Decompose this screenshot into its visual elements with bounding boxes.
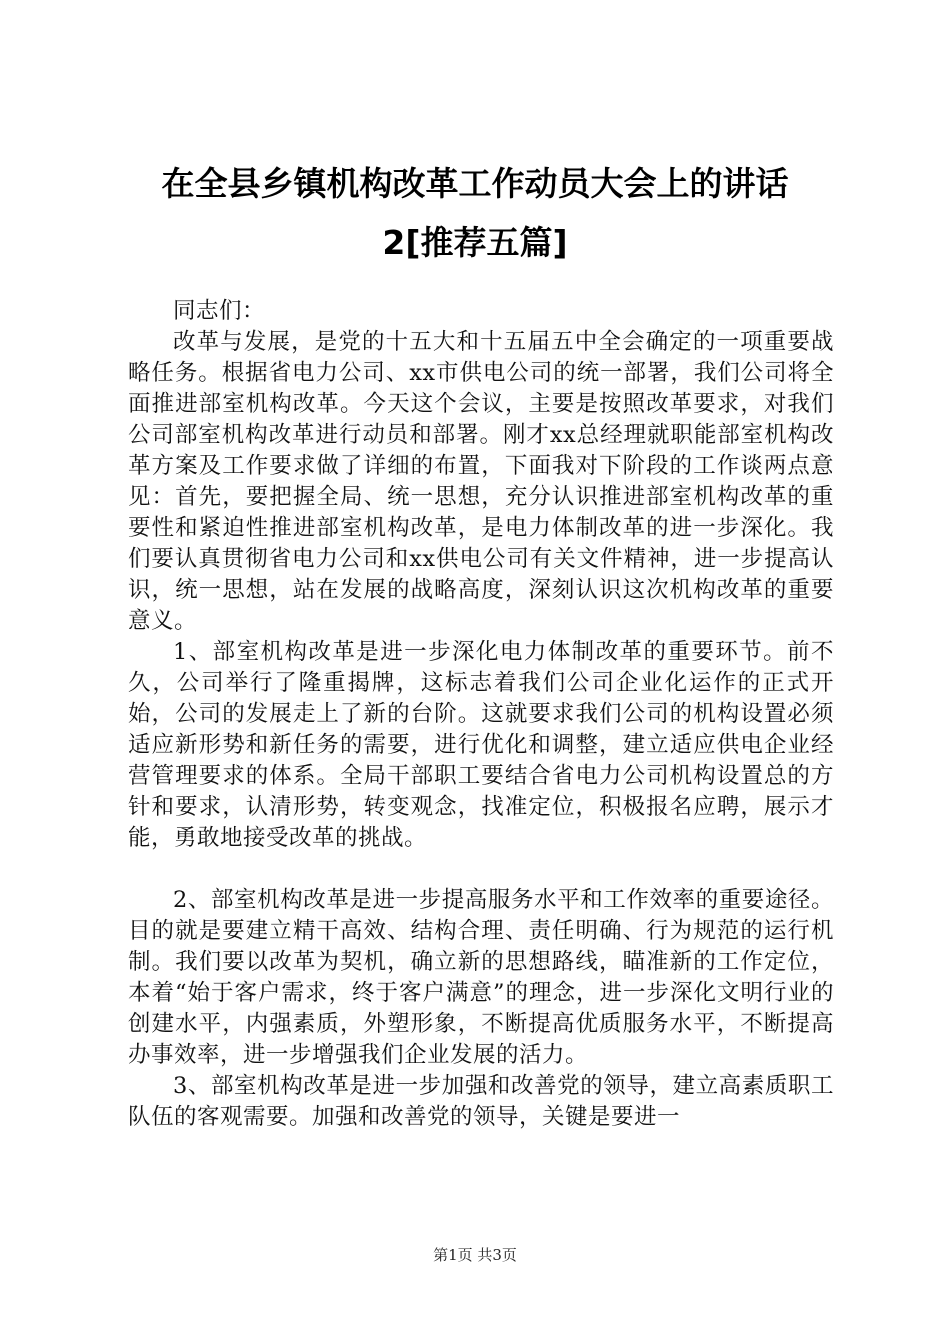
document-title-line-2: 2[推荐五篇] (382, 223, 568, 262)
paragraph-intro: 改革与发展，是党的十五大和十五届五中全会确定的一项重要战略任务。根据省电力公司、xx市供电公司的统一部署，我们公司将全面推进部室机构改革。今天这个会议，主要是按照改革要求，对我们公司部室机构改革进行动员和部署。刚才xx总经理就职能部室机构改革方案及工作要求做了详细的布置，下面我对下阶段的工作谈两点意见：首先，要把握全局、统一思想，充分认识推进部室机构改革的重要性和紧迫性推进部室机构改革，是电力体制改革的进一步深化。我们要认真贯彻省电力公司和xx供电公司有关文件精神，进一步提高认识，统一思想，站在发展的战略高度，深刻认识这次机构改革的重要意义。 (128, 329, 834, 634)
document-title-line-1: 在全县乡镇机构改革工作动员大会上的讲话 (161, 164, 789, 203)
document-body (128, 296, 834, 1133)
paragraph-point-3: 3、部室机构改革是进一步加强和改善党的领导，建立高素质职工队伍的客观需要。加强和改善党的领导，关键是要进一 (128, 1073, 834, 1130)
greeting: 同志们： (173, 298, 266, 324)
page-footer: 第1页 共3页 (433, 1246, 517, 1264)
paragraph-point-1: 1、部室机构改革是进一步深化电力体制改革的重要环节。前不久，公司举行了隆重揭牌，这标志着我们公司企业化运作的正式开始，公司的发展走上了新的台阶。这就要求我们公司的机构设置必须适应新形势和新任务的需要，进行优化和调整，建立适应供电企业经营管理要求的体系。全局干部职工要结合省电力公司机构设置总的方针和要求，认清形势，转变观念，找准定位，积极报名应聘，展示才能，勇敢地接受改革的挑战。 (128, 639, 834, 851)
paragraph-point-2: 2、部室机构改革是进一步提高服务水平和工作效率的重要途径。目的就是要建立精干高效、结构合理、责任明确、行为规范的运行机制。我们要以改革为契机，确立新的思想路线，瞄准新的工作定位，本着“始于客户需求，终于客户满意”的理念，进一步深化文明行业的创建水平，内强素质，外塑形象，不断提高优质服务水平，不断提高办事效率，进一步增强我们企业发展的活力。 (128, 887, 834, 1068)
